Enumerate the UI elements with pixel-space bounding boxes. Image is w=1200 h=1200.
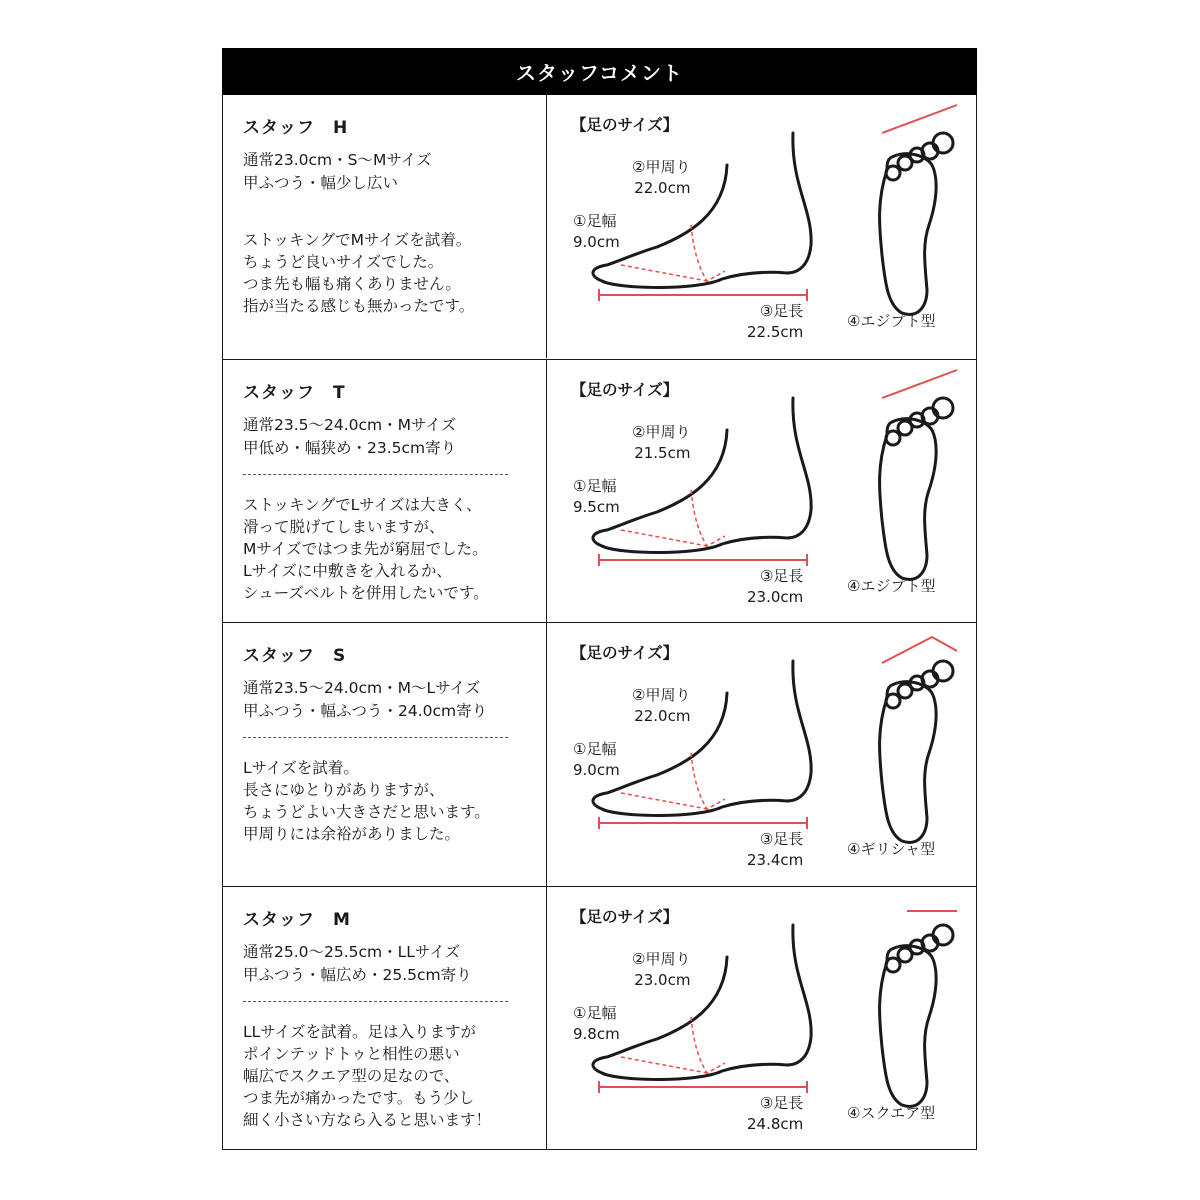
staff-spec: 通常25.0〜25.5cm・LLサイズ 甲ふつう・幅広め・25.5cm寄り bbox=[243, 942, 472, 984]
foot-side-outline-icon bbox=[593, 398, 811, 553]
instep-label-block bbox=[632, 949, 690, 991]
foot-type-label: ④ギリシャ型 bbox=[847, 840, 936, 858]
foot-size-cell bbox=[547, 95, 976, 358]
length-value: 23.4cm bbox=[747, 851, 804, 869]
toe-circle bbox=[886, 694, 900, 708]
staff-spec: 通常23.0cm・S〜Mサイズ 甲ふつう・幅少し広い bbox=[243, 151, 432, 192]
toe-circle bbox=[933, 925, 953, 945]
foot-size-cell bbox=[547, 623, 976, 886]
width-label-block bbox=[573, 211, 620, 253]
header-bar bbox=[222, 48, 977, 95]
toe-circle bbox=[886, 166, 900, 180]
toe-circle bbox=[933, 398, 953, 418]
toe-line-indicator bbox=[882, 105, 957, 133]
toe-line-indicator bbox=[882, 637, 957, 663]
width-measure-line bbox=[621, 265, 707, 281]
length-label: ③足長 bbox=[759, 566, 804, 585]
foot-size-title: 【足のサイズ】 bbox=[571, 644, 679, 662]
length-value: 24.8cm bbox=[747, 1114, 804, 1133]
staff-spec: 通常23.5〜24.0cm・Mサイズ 甲低め・幅狭め・23.5cm寄り bbox=[243, 415, 457, 457]
length-label: ③足長 bbox=[759, 1093, 804, 1112]
staff-comment-table bbox=[222, 48, 977, 1151]
instep-measure-line bbox=[691, 490, 725, 546]
staff-spec: 通常23.5〜24.0cm・M〜Lサイズ 甲ふつう・幅ふつう・24.0cm寄り bbox=[243, 679, 488, 720]
width-label-block bbox=[573, 476, 620, 518]
foot-type-label: ④エジプト型 bbox=[847, 576, 936, 595]
staff-comment: LLサイズを試着。足は入りますが ポインテッドトゥと相性の悪い 幅広でスクエア型の足なので、 つま先が痛かったです。もう少し 細く小さい方なら入ると思います！ bbox=[243, 1022, 492, 1129]
staff-comment-cell bbox=[223, 360, 547, 623]
foot-side-outline-icon bbox=[593, 661, 811, 816]
foot-side-outline-icon bbox=[593, 133, 811, 288]
instep-measure-line bbox=[691, 1017, 725, 1073]
dashed-divider bbox=[243, 1001, 508, 1002]
staff-comment: Lサイズを試着。 長さにゆとりがありますが、 ちょうどよい大きさだと思います。 甲周りには余裕がありました。 bbox=[243, 759, 490, 843]
foot-size-title: 【足のサイズ】 bbox=[571, 116, 679, 134]
staff-row bbox=[223, 95, 976, 358]
instep-label-block bbox=[632, 685, 690, 727]
staff-name: スタッフ T bbox=[243, 382, 346, 403]
instep-label-block bbox=[632, 157, 690, 199]
dashed-divider bbox=[243, 737, 508, 738]
instep-label-block bbox=[632, 422, 690, 464]
instep-label: ②甲周り bbox=[632, 422, 691, 441]
staff-comment-cell bbox=[223, 623, 547, 886]
staff-row bbox=[223, 359, 976, 623]
toe-circle bbox=[886, 958, 900, 972]
foot-size-title: 【足のサイズ】 bbox=[571, 907, 679, 926]
width-measure-line bbox=[621, 530, 707, 546]
width-label: ①足幅 bbox=[573, 740, 617, 758]
instep-label: ②甲周り bbox=[632, 158, 691, 176]
width-value: 9.0cm bbox=[573, 233, 620, 251]
toe-circle bbox=[886, 431, 900, 445]
staff-name: スタッフ S bbox=[243, 646, 347, 666]
length-measure-bar bbox=[599, 1081, 807, 1093]
length-measure-bar bbox=[599, 554, 807, 566]
staff-name: スタッフ M bbox=[243, 909, 351, 930]
staff-comment: ストッキングでMサイズを試着。 ちょうど良いサイズでした。 つま先も幅も痛くありません。 指が当たる感じも無かったです。 bbox=[243, 231, 475, 315]
foot-size-cell bbox=[547, 360, 976, 623]
instep-value: 22.0cm bbox=[634, 179, 691, 197]
header-title: スタッフコメント bbox=[516, 61, 683, 85]
staff-name: スタッフ H bbox=[243, 118, 349, 138]
width-value: 9.5cm bbox=[573, 497, 620, 516]
width-measure-line bbox=[621, 793, 707, 809]
foot-type-label: ④スクエア型 bbox=[847, 1103, 936, 1122]
staff-comment: ストッキングでLサイズは大きく、 滑って脱げてしまいますが、 Mサイズではつま先が窮屈でした。 Lサイズに中敷きを入れるか、 シューズベルトを併用したいです。 bbox=[243, 495, 489, 602]
width-value: 9.0cm bbox=[573, 761, 620, 779]
length-label: ③足長 bbox=[759, 830, 804, 848]
length-measure-bar bbox=[599, 817, 807, 829]
staff-row bbox=[223, 622, 976, 886]
width-label: ①足幅 bbox=[573, 1003, 617, 1022]
foot-size-cell bbox=[547, 887, 976, 1150]
instep-label: ②甲周り bbox=[632, 686, 691, 704]
length-label-block bbox=[747, 301, 803, 343]
foot-type-label: ④エジプト型 bbox=[847, 312, 936, 330]
staff-comment-cell bbox=[223, 887, 547, 1150]
length-value: 22.5cm bbox=[747, 323, 804, 341]
table-body bbox=[222, 95, 977, 1150]
width-label: ①足幅 bbox=[573, 476, 617, 495]
length-label-block bbox=[747, 566, 803, 608]
length-label-block bbox=[747, 1093, 803, 1135]
instep-value: 22.0cm bbox=[634, 707, 691, 725]
instep-measure-line bbox=[691, 225, 725, 281]
length-value: 23.0cm bbox=[747, 587, 804, 606]
width-value: 9.8cm bbox=[573, 1024, 620, 1043]
instep-measure-line bbox=[691, 753, 725, 809]
dashed-divider bbox=[243, 474, 508, 475]
foot-side-outline-icon bbox=[593, 925, 811, 1080]
staff-comment-cell bbox=[223, 95, 547, 358]
width-label-block bbox=[573, 1003, 620, 1045]
toe-circle bbox=[933, 133, 953, 153]
instep-value: 21.5cm bbox=[634, 443, 691, 462]
instep-label: ②甲周り bbox=[632, 949, 691, 968]
instep-value: 23.0cm bbox=[634, 970, 691, 989]
foot-size-title: 【足のサイズ】 bbox=[571, 380, 679, 399]
length-label-block bbox=[747, 829, 803, 871]
staff-row bbox=[223, 886, 976, 1150]
width-label-block bbox=[573, 739, 620, 781]
width-measure-line bbox=[621, 1057, 707, 1073]
toe-line-indicator bbox=[882, 370, 957, 398]
toe-circle bbox=[933, 661, 953, 681]
length-measure-bar bbox=[599, 289, 807, 301]
width-label: ①足幅 bbox=[573, 212, 617, 230]
length-label: ③足長 bbox=[759, 302, 804, 320]
